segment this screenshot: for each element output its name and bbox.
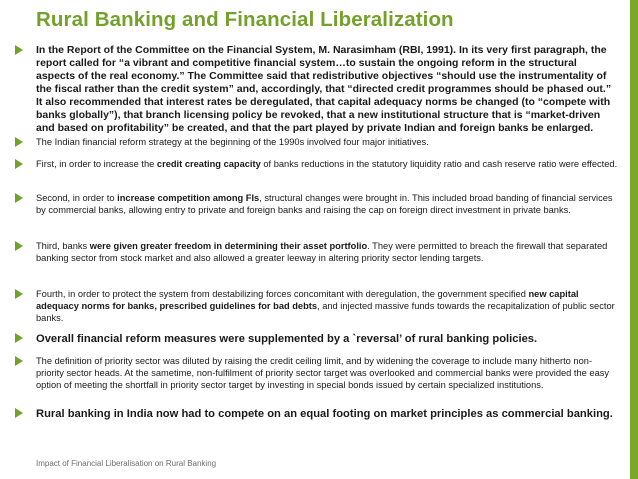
- bullet-text-bold: Rural banking in India now had to compete on an equal footing on market principles as commercial banking.: [36, 408, 613, 420]
- bullet-text-run: Fourth, in order to protect the system from destabilizing forces concomitant with deregulation, the government specified: [36, 289, 529, 299]
- bullet-text-run: Third, banks: [36, 241, 90, 251]
- bullet-text-run: , and injected massive funds towards the recapitalization of public sector banks.: [36, 301, 615, 323]
- bullet-text: [36, 137, 429, 147]
- bullet-text: [36, 44, 611, 134]
- triangle-right-icon: [14, 289, 24, 299]
- bullet-text: [36, 289, 615, 323]
- bullet-text-run: First, in order to increase the: [36, 159, 157, 169]
- triangle-right-icon: [14, 408, 24, 418]
- bullet-item: [10, 332, 618, 348]
- bullet-text-run: The Indian financial reform strategy at the beginning of the 1990s involved four major initiatives.: [36, 137, 429, 147]
- bullet-item: [10, 192, 618, 216]
- bullet-text-bold: In the Report of the Committee on the Financial System, M. Narasimham (RBI, 1991). In its very first paragraph, the report called for “a vibrant and competitive financial system…to sustain the ongoing reform in the structural aspects of the real economy.” The Committee said that redistributive objectives “should use the instrumentality of the fiscal rather than the credit system” and, accordingly, that “directed credit programmes should be phased out.” It also recommended that interest rates be deregulated, that capital adequacy norms be changed (to “compete with banks globally”), that branch licensing policy be revoked, that a new institutional structure that is “market-driven and based on profitability” be created, and that the part played by private Indian and foreign banks be enlarged.: [36, 44, 612, 134]
- triangle-right-icon: [14, 193, 24, 203]
- triangle-right-icon: [14, 137, 24, 147]
- bullet-text-bold: new capital adequacy norms for banks, prescribed guidelines for bad debts: [36, 289, 579, 311]
- bullet-item: [10, 136, 618, 148]
- triangle-right-icon: [14, 333, 24, 343]
- triangle-right-icon: [14, 356, 24, 366]
- triangle-right-icon: [14, 159, 24, 169]
- bullet-text-run: The definition of priority sector was diluted by raising the credit ceiling limit, and by widening the coverage to include many hitherto non-priority sector heads. At the sametime, non-fulfilment of priority sector target was overlooked and commercial banks were provided the easy option of meeting the shortfall in priority sector target by investing in special bonds issued by certain specialized institutions.: [36, 356, 610, 390]
- bullet-item: [10, 355, 618, 391]
- bullet-text-bold: Overall financial reform measures were supplemented by a `reversal’ of rural banking policies.: [36, 333, 538, 345]
- bullet-item: [10, 240, 618, 264]
- bullet-text-bold: were given greater freedom in determining their asset portfolio: [89, 241, 368, 251]
- bullet-text: [36, 193, 613, 215]
- accent-side-bar: [630, 0, 638, 479]
- bullet-item: [10, 407, 618, 423]
- bullet-text: [36, 333, 537, 345]
- bullet-text: [36, 356, 609, 390]
- bullet-text-run: , structural changes were brought in. This included broad banding of financial services by commercial banks, allowing entry to private and foreign banks and raising the cap on foreign direct investment in private banks.: [36, 193, 613, 215]
- bullet-text-run: of banks reductions in the statutory liquidity ratio and cash reserve ratio were effected.: [260, 159, 618, 169]
- bullet-text-run: Second, in order to: [36, 193, 118, 203]
- bullet-text-bold: credit creating capacity: [156, 159, 261, 169]
- bullet-item: [10, 44, 618, 135]
- triangle-right-icon: [14, 241, 24, 251]
- bullet-text: [36, 408, 613, 420]
- bullet-text-run: . They were permitted to breach the firewall that separated banking sector from stock market and also allowed a greater leeway in altering priority sector lending targets.: [36, 241, 608, 263]
- bullet-item: [10, 288, 618, 324]
- bullet-text: [36, 241, 607, 263]
- slide-title: Rural Banking and Financial Liberalization: [36, 8, 454, 31]
- bullet-text-bold: increase competition among FIs: [117, 193, 260, 203]
- bullet-item: [10, 158, 618, 170]
- bullet-text: [36, 159, 617, 169]
- slide-footer: Impact of Financial Liberalisation on Rural Banking: [36, 459, 217, 468]
- triangle-right-icon: [14, 45, 24, 55]
